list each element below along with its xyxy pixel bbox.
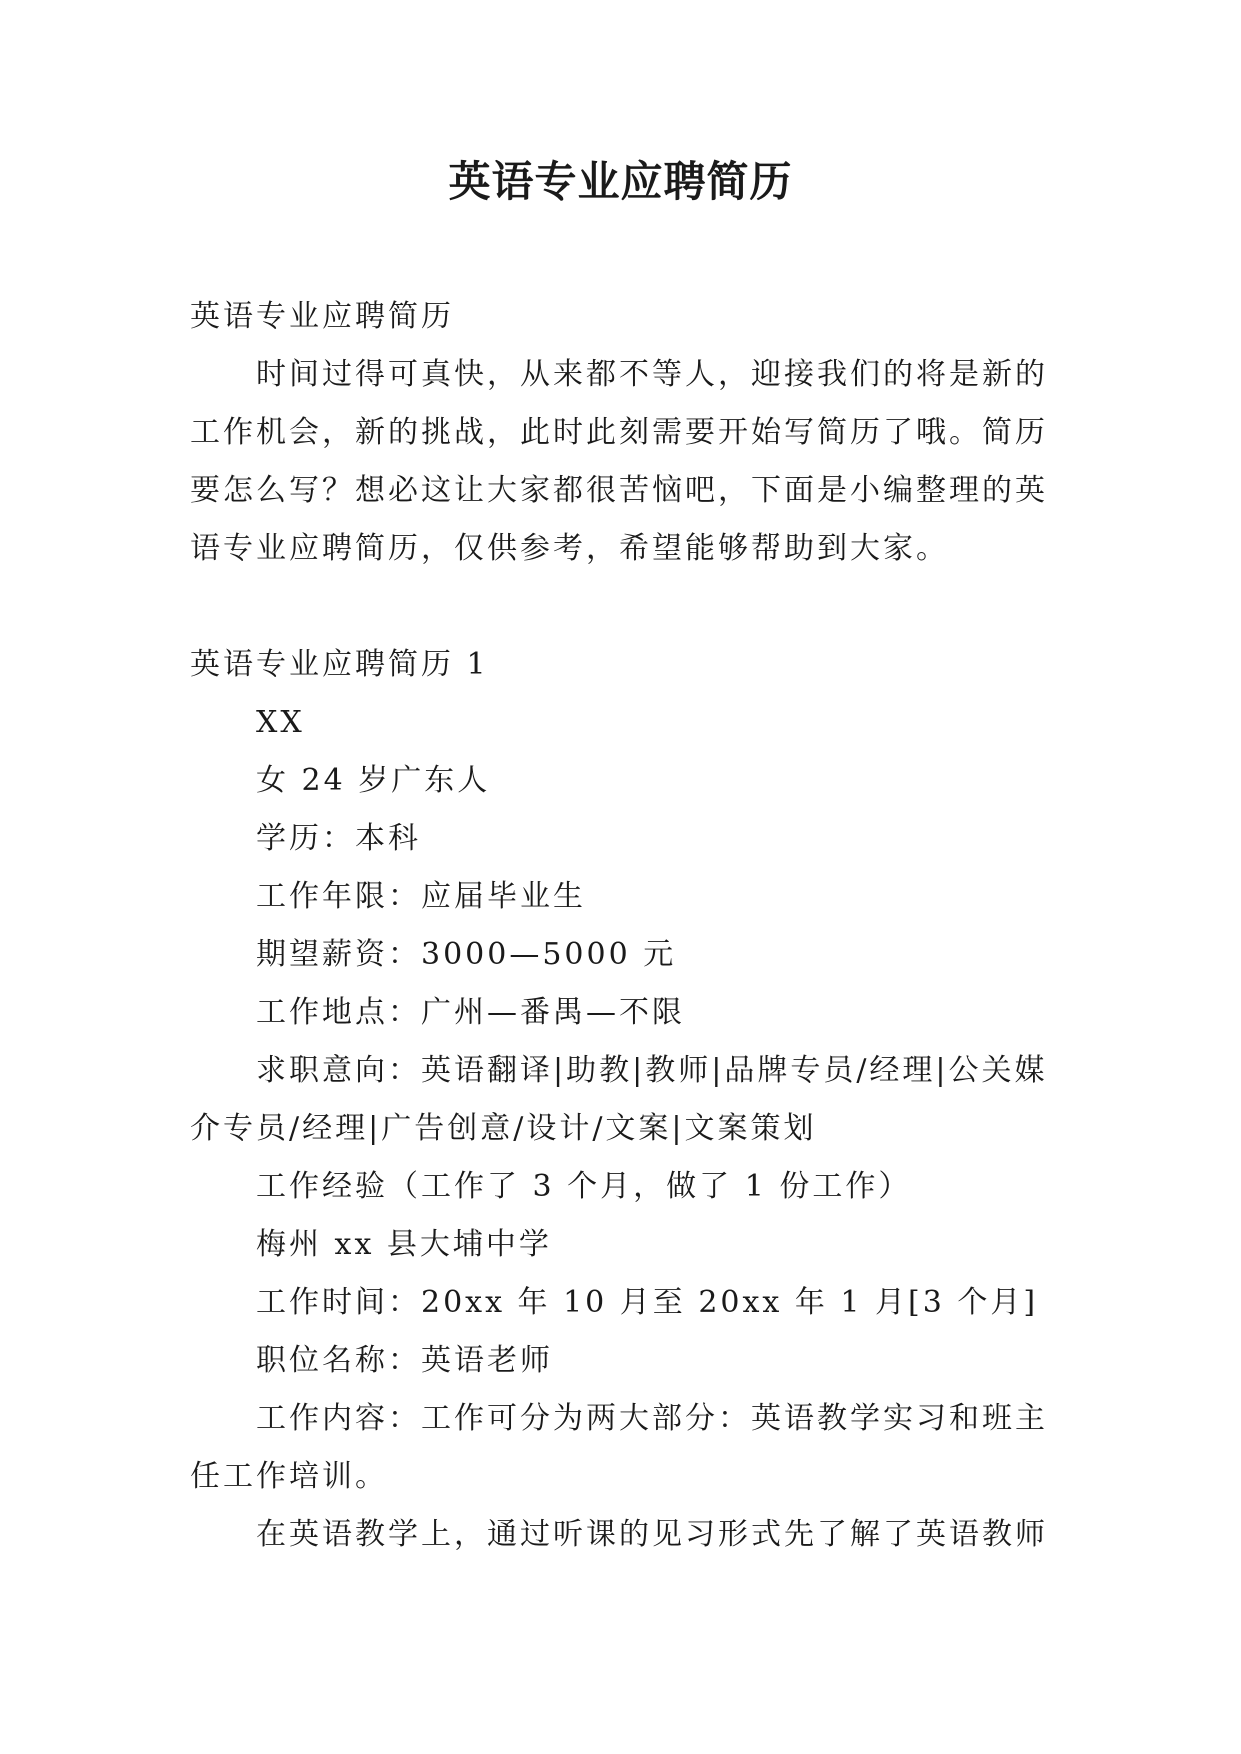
resume-teaching-paragraph: 在英语教学上，通过听课的见习形式先了解了英语教师 — [256, 1517, 1048, 1552]
resume-position: 职位名称：英语老师 — [256, 1343, 553, 1378]
resume-work-years: 工作年限：应届毕业生 — [256, 879, 586, 914]
section-heading: 英语专业应聘简历 1 — [190, 647, 489, 682]
intro-paragraph: 时间过得可真快，从来都不等人，迎接我们的将是新的工作机会，新的挑战，此时此刻需要开始写简历了哦。简历要怎么写？想必这让大家都很苦恼吧，下面是小编整理的英语专业应聘简历，仅供参考，希望能够帮助到大家。 — [190, 357, 1048, 566]
resume-education: 学历：本科 — [256, 821, 421, 856]
document-title: 英语专业应聘简历 — [448, 157, 793, 206]
document-subtitle: 英语专业应聘简历 — [190, 299, 454, 334]
resume-name: XX — [256, 705, 305, 740]
resume-work-location: 工作地点：广州—番禺—不限 — [256, 995, 685, 1030]
resume-job-intention: 求职意向：英语翻译|助教|教师|品牌专员/经理|公关媒介专员/经理|广告创意/设计/文案|文案策划 — [190, 1053, 1048, 1146]
paragraph-spacer — [190, 578, 1058, 636]
resume-expected-salary: 期望薪资：3000—5000 元 — [256, 937, 677, 972]
document-body — [190, 288, 1058, 1564]
resume-work-experience: 工作经验（工作了 3 个月，做了 1 份工作） — [256, 1169, 912, 1204]
resume-basic-info: 女 24 岁广东人 — [256, 763, 491, 798]
resume-work-content: 工作内容：工作可分为两大部分：英语教学实习和班主任工作培训。 — [190, 1401, 1048, 1494]
resume-employer: 梅州 xx 县大埔中学 — [256, 1227, 552, 1262]
resume-work-period: 工作时间：20xx 年 10 月至 20xx 年 1 月[3 个月] — [256, 1285, 1039, 1320]
